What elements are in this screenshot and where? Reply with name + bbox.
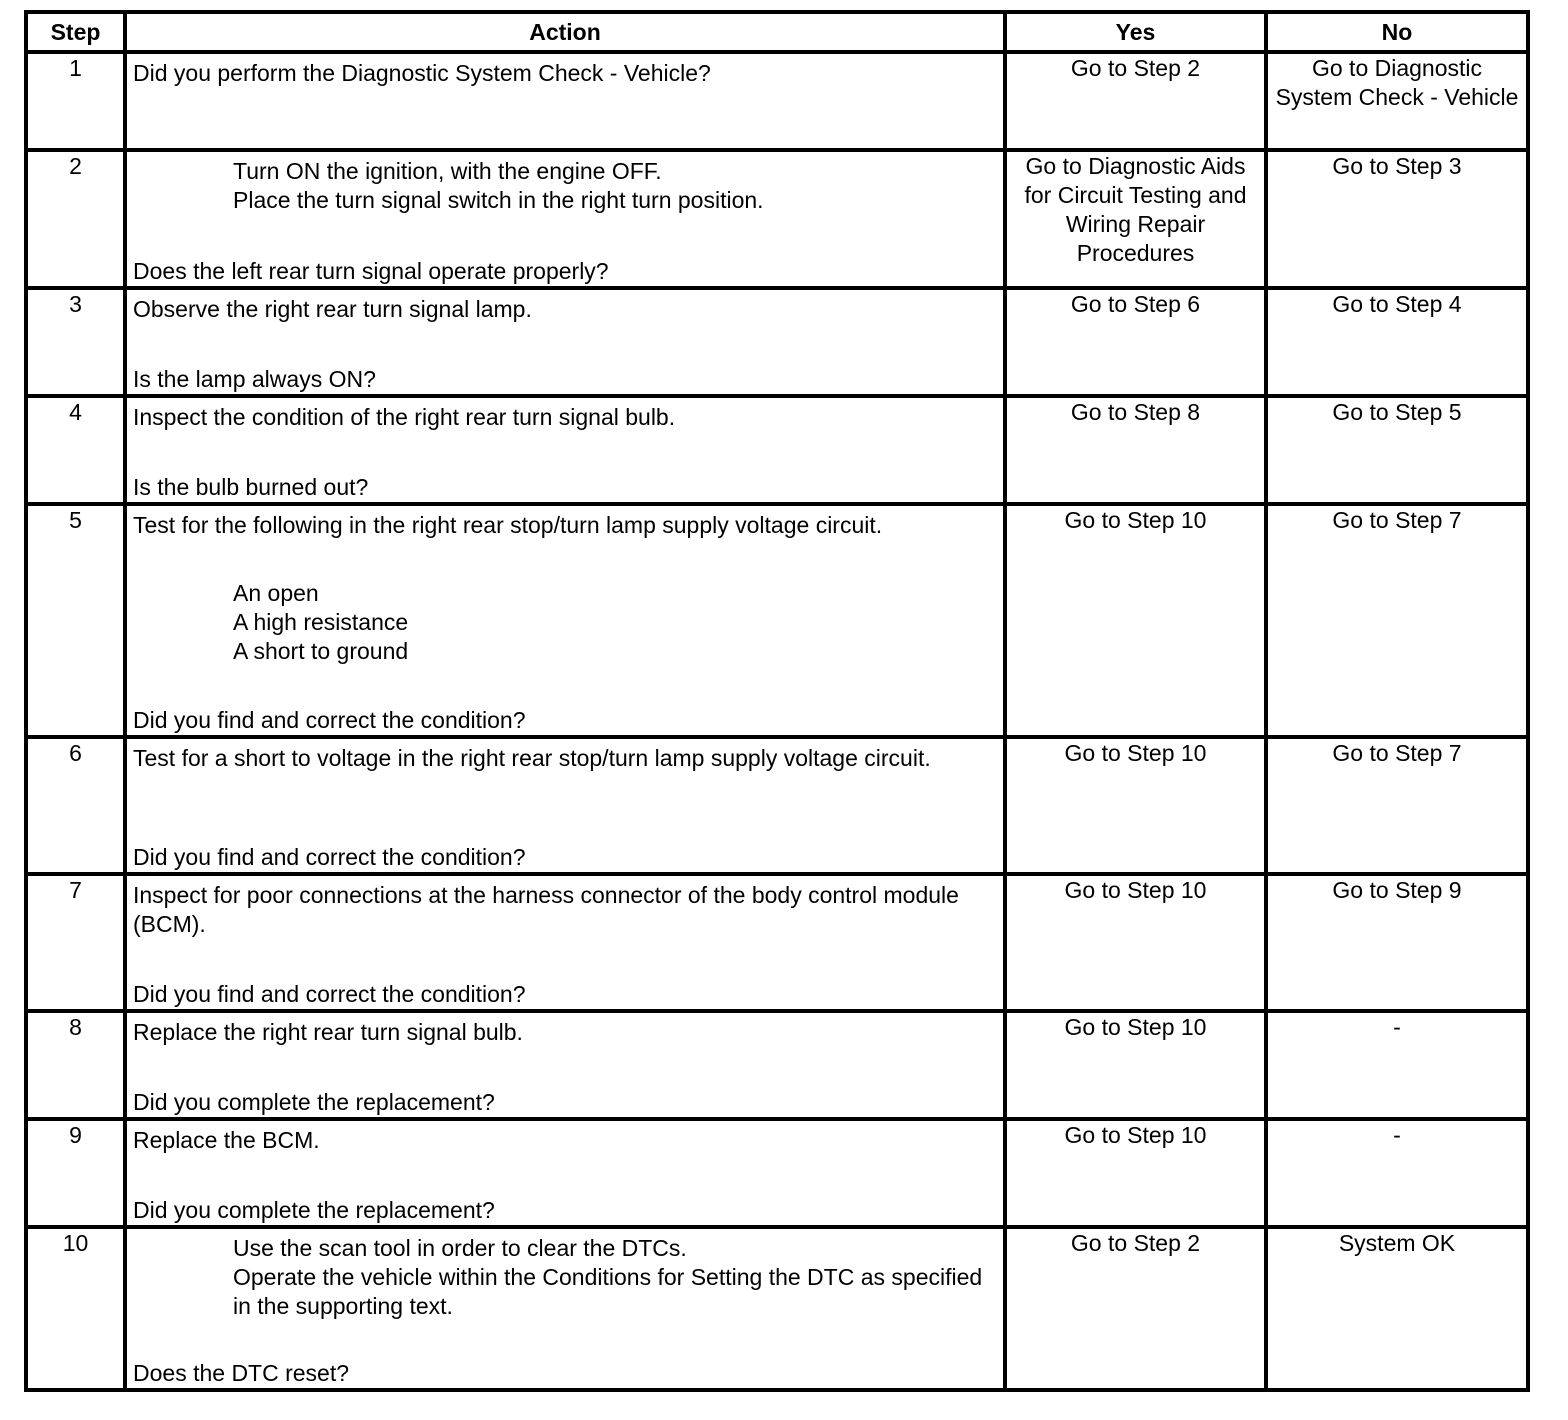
- table-row: [26, 1227, 1528, 1390]
- action-text: Replace the BCM.: [133, 1127, 320, 1153]
- action-substep: An open: [233, 580, 319, 606]
- no-result: -: [1266, 1011, 1528, 1119]
- action-cell: [125, 874, 1005, 1011]
- no-result: -: [1266, 1119, 1528, 1227]
- table-row: [26, 288, 1528, 396]
- step-number: 6: [26, 737, 125, 874]
- header-row: [26, 12, 1528, 52]
- action-cell: [125, 1011, 1005, 1119]
- action-question: Does the left rear turn signal operate properly?: [133, 258, 609, 284]
- step-number: 5: [26, 504, 125, 737]
- table-row: [26, 52, 1528, 150]
- action-question: Did you find and correct the condition?: [133, 981, 526, 1007]
- action-text: Observe the right rear turn signal lamp.: [133, 296, 532, 322]
- yes-result: Go to Step 10: [1005, 737, 1266, 874]
- action-question: Did you find and correct the condition?: [133, 844, 526, 870]
- action-cell: [125, 1119, 1005, 1227]
- yes-result: Go to Step 8: [1005, 396, 1266, 504]
- table-row: [26, 396, 1528, 504]
- action-text: Inspect the condition of the right rear turn signal bulb.: [133, 404, 676, 430]
- table-row: [26, 1011, 1528, 1119]
- step-number: 3: [26, 288, 125, 396]
- action-cell: [125, 52, 1005, 150]
- table-row: [26, 150, 1528, 288]
- action-cell: [125, 150, 1005, 288]
- table-row: [26, 874, 1528, 1011]
- action-cell: [125, 504, 1005, 737]
- action-substep: Operate the vehicle within the Conditions for Setting the DTC as specified in the supporting text.: [233, 1264, 983, 1319]
- action-text: Test for the following in the right rear stop/turn lamp supply voltage circuit.: [133, 512, 883, 538]
- yes-result: Go to Step 10: [1005, 1011, 1266, 1119]
- header-yes: Yes: [1005, 12, 1266, 52]
- no-result: Go to Diagnostic System Check - Vehicle: [1266, 52, 1528, 150]
- step-number: 2: [26, 150, 125, 288]
- no-result: Go to Step 3: [1266, 150, 1528, 288]
- action-question: Did you find and correct the condition?: [133, 707, 526, 733]
- yes-result: Go to Step 2: [1005, 52, 1266, 150]
- action-cell: [125, 737, 1005, 874]
- step-number: 4: [26, 396, 125, 504]
- no-result: Go to Step 5: [1266, 396, 1528, 504]
- diagnostic-table: [24, 10, 1530, 1392]
- action-substep: Place the turn signal switch in the right turn position.: [233, 187, 764, 213]
- step-number: 9: [26, 1119, 125, 1227]
- action-text: Did you perform the Diagnostic System Check - Vehicle?: [133, 60, 711, 86]
- no-result: Go to Step 7: [1266, 504, 1528, 737]
- step-number: 7: [26, 874, 125, 1011]
- table-row: [26, 1119, 1528, 1227]
- table-row: [26, 504, 1528, 737]
- action-substep: Turn ON the ignition, with the engine OFF.: [233, 158, 662, 184]
- action-cell: [125, 396, 1005, 504]
- header-no: No: [1266, 12, 1528, 52]
- no-result: Go to Step 7: [1266, 737, 1528, 874]
- step-number: 1: [26, 52, 125, 150]
- action-cell: [125, 288, 1005, 396]
- no-result: Go to Step 4: [1266, 288, 1528, 396]
- step-number: 8: [26, 1011, 125, 1119]
- action-question: Is the lamp always ON?: [133, 366, 376, 392]
- yes-result: Go to Diagnostic Aids for Circuit Testing and Wiring Repair Procedures: [1005, 150, 1266, 288]
- action-question: Does the DTC reset?: [133, 1360, 350, 1386]
- action-text: Replace the right rear turn signal bulb.: [133, 1019, 523, 1045]
- action-substep: A short to ground: [233, 638, 409, 664]
- action-substep: Use the scan tool in order to clear the DTCs.: [233, 1235, 687, 1261]
- action-question: Did you complete the replacement?: [133, 1089, 495, 1115]
- step-number: 10: [26, 1227, 125, 1390]
- action-substep: A high resistance: [233, 609, 409, 635]
- action-text: Test for a short to voltage in the right rear stop/turn lamp supply voltage circuit.: [133, 745, 931, 771]
- yes-result: Go to Step 2: [1005, 1227, 1266, 1390]
- action-question: Did you complete the replacement?: [133, 1197, 495, 1223]
- table-row: [26, 737, 1528, 874]
- action-text: Inspect for poor connections at the harness connector of the body control module (BCM).: [133, 882, 959, 937]
- yes-result: Go to Step 10: [1005, 1119, 1266, 1227]
- action-question: Is the bulb burned out?: [133, 474, 369, 500]
- header-step: Step: [26, 12, 125, 52]
- no-result: System OK: [1266, 1227, 1528, 1390]
- no-result: Go to Step 9: [1266, 874, 1528, 1011]
- yes-result: Go to Step 10: [1005, 504, 1266, 737]
- action-cell: [125, 1227, 1005, 1390]
- header-action: Action: [125, 12, 1005, 52]
- yes-result: Go to Step 10: [1005, 874, 1266, 1011]
- yes-result: Go to Step 6: [1005, 288, 1266, 396]
